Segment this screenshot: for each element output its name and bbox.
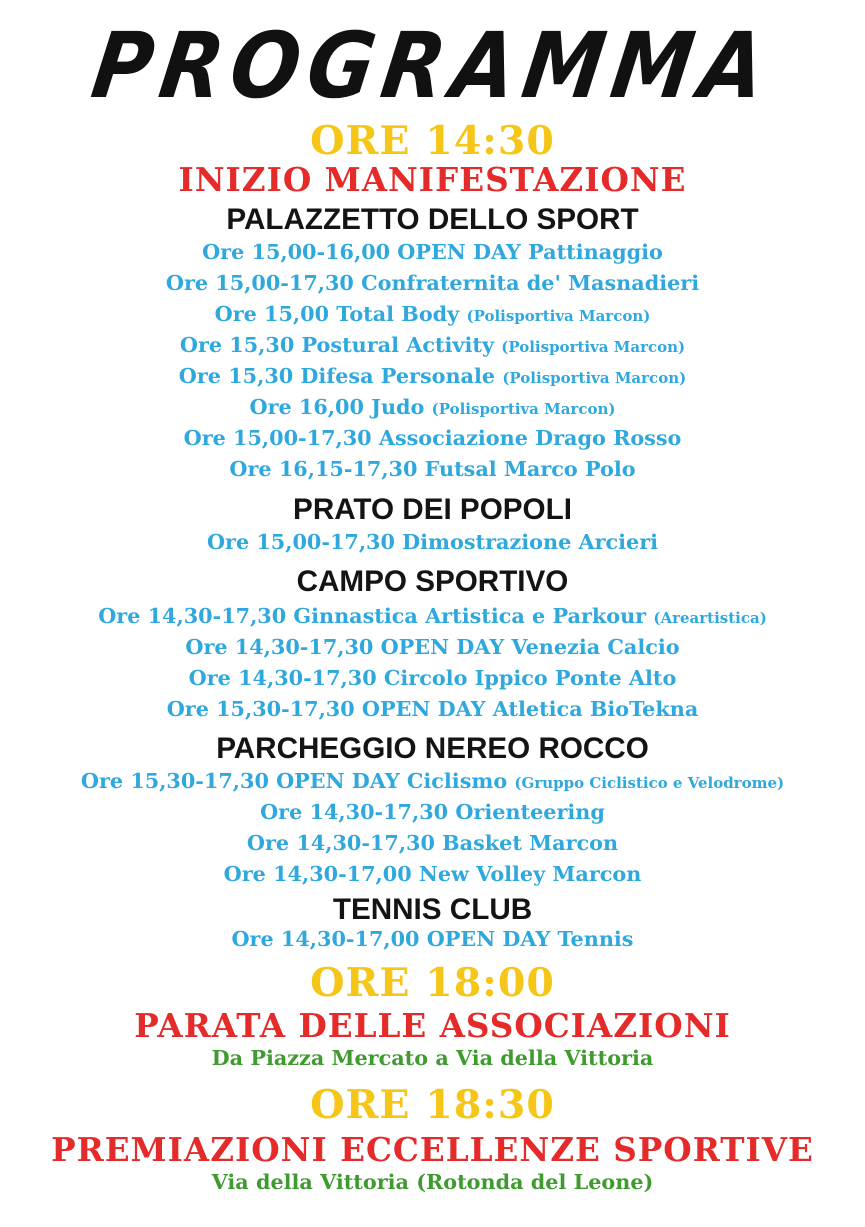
- venue-tennis: TENNIS CLUB: [332, 893, 533, 926]
- activity-item: Ore 15,00-17,30 Associazione Drago Rosso: [183, 426, 682, 450]
- activity-item: Ore 15,00-17,30 Confraternita de' Masnadieri: [165, 271, 700, 295]
- activity-item: Ore 14,30-17,30 Basket Marcon: [246, 831, 619, 855]
- time-1830: ORE 18:30: [310, 1082, 555, 1128]
- venue-prato: PRATO DEI POPOLI: [293, 493, 572, 526]
- activity-note: (Gruppo Ciclistico e Velodrome): [514, 774, 785, 792]
- activity-item: Ore 16,00 Judo (Polisportiva Marcon): [249, 395, 616, 419]
- headline-inizio: INIZIO MANIFESTAZIONE: [178, 160, 687, 199]
- activity-item: Ore 14,30-17,30 Orienteering: [260, 800, 605, 824]
- time-1800: ORE 18:00: [310, 960, 555, 1006]
- activity-item: Ore 15,30-17,30 OPEN DAY Ciclismo (Gruppo Ciclistico e Velodrome): [80, 769, 785, 793]
- venue-campo: CAMPO SPORTIVO: [296, 565, 569, 598]
- headline-premiazioni: PREMIAZIONI ECCELLENZE SPORTIVE: [51, 1130, 814, 1169]
- activity-item: Ore 14,30-17,00 OPEN DAY Tennis: [231, 927, 634, 951]
- activity-item: Ore 15,30-17,30 OPEN DAY Atletica BioTekna: [166, 697, 699, 721]
- headline-parata: PARATA DELLE ASSOCIAZIONI: [134, 1006, 731, 1045]
- activity-note: (Polisportiva Marcon): [501, 338, 686, 356]
- activity-item: Ore 14,30-17,30 Circolo Ippico Ponte Alto: [188, 666, 677, 690]
- activity-note: (Polisportiva Marcon): [502, 369, 687, 387]
- venue-parcheggio: PARCHEGGIO NEREO ROCCO: [216, 732, 649, 765]
- activity-item: Ore 14,30-17,30 OPEN DAY Venezia Calcio: [185, 635, 680, 659]
- activity-note: (Polisportiva Marcon): [466, 307, 651, 325]
- activity-item: Ore 16,15-17,30 Futsal Marco Polo: [229, 457, 636, 481]
- activity-item: Ore 15,00-17,30 Dimostrazione Arcieri: [206, 530, 659, 554]
- activity-item: Ore 15,00 Total Body (Polisportiva Marcon): [214, 302, 651, 326]
- activity-item: Ore 15,30 Postural Activity (Polisportiva Marcon): [179, 333, 686, 357]
- activity-item: Ore 15,30 Difesa Personale (Polisportiva Marcon): [178, 364, 687, 388]
- activity-note: (Areartistica): [653, 609, 767, 627]
- activity-item: Ore 15,00-16,00 OPEN DAY Pattinaggio: [202, 240, 663, 264]
- location-premiazioni: Via della Vittoria (Rotonda del Leone): [211, 1170, 654, 1194]
- activity-item: Ore 14,30-17,00 New Volley Marcon: [223, 862, 642, 886]
- venue-palazzetto: PALAZZETTO DELLO SPORT: [226, 203, 639, 236]
- activity-item: Ore 14,30-17,30 Ginnastica Artistica e Parkour (Areartistica): [98, 604, 767, 628]
- time-1430: ORE 14:30: [310, 118, 555, 164]
- poster-title: PROGRAMMA: [85, 14, 780, 120]
- activity-note: (Polisportiva Marcon): [431, 400, 616, 418]
- location-parata: Da Piazza Mercato a Via della Vittoria: [211, 1046, 654, 1070]
